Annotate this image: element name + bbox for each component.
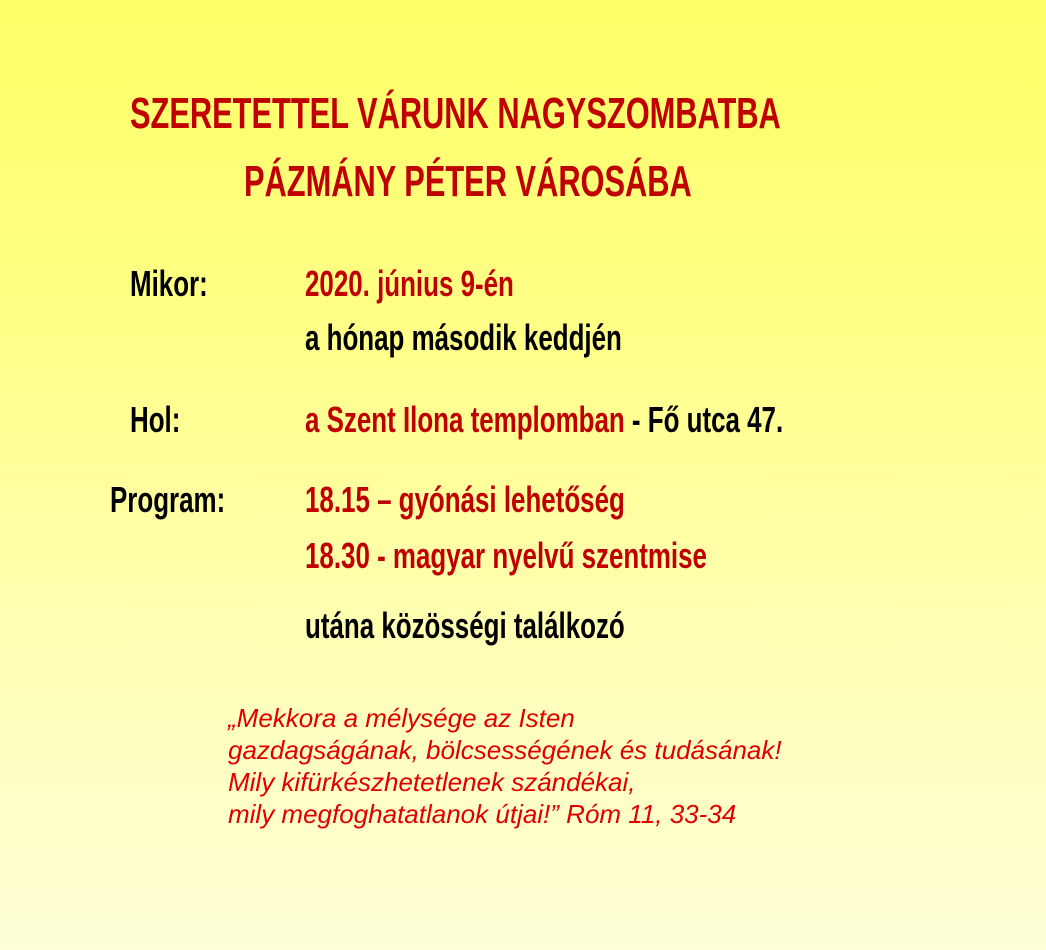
program-after: utána közösségi találkozó xyxy=(305,605,625,646)
program-item-1: 18.15 – gyónási lehetőség xyxy=(305,479,625,520)
quote-line-1: „Mekkora a mélysége az Isten xyxy=(228,703,575,733)
title-line-2: PÁZMÁNY PÉTER VÁROSÁBA xyxy=(244,157,692,206)
where-label: Hol: xyxy=(130,399,181,440)
when-label: Mikor: xyxy=(130,263,208,304)
title-line-1: SZERETETTEL VÁRUNK NAGYSZOMBATBA xyxy=(130,89,781,138)
event-date-detail: a hónap második keddjén xyxy=(305,317,622,358)
event-location xyxy=(305,399,784,440)
quote-line-2: gazdagságának, bölcsességének és tudásának! xyxy=(228,735,782,765)
location-address: Fő utca 47. xyxy=(647,399,784,440)
program-label: Program: xyxy=(110,479,226,520)
location-separator: - xyxy=(624,399,648,440)
event-date: 2020. június 9-én xyxy=(305,263,514,304)
program-item-2: 18.30 - magyar nyelvű szentmise xyxy=(305,535,707,576)
quote-line-4: mily megfoghatatlanok útjai!” Róm 11, 33-34 xyxy=(228,799,737,829)
bible-quote xyxy=(228,702,782,830)
location-place: a Szent Ilona templomban xyxy=(305,399,625,440)
quote-line-3: Mily kifürkészhetetlenek szándékai, xyxy=(228,767,636,797)
